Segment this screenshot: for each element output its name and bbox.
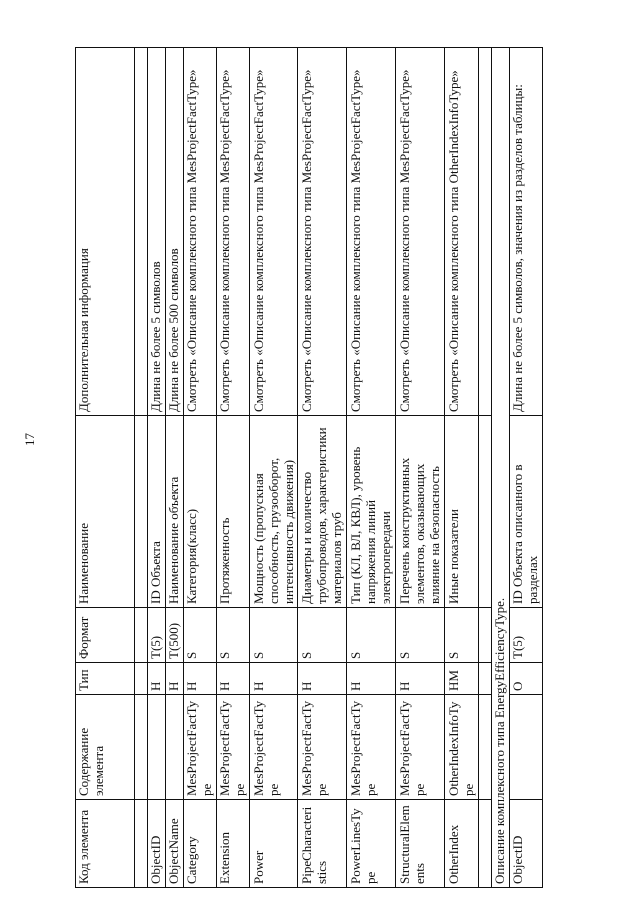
table-cell: PipeCharacteristics (298, 800, 347, 888)
table-row (509, 48, 542, 888)
table-cell: MesProjectFactType (396, 695, 445, 800)
table-cell: Н (165, 663, 183, 695)
table-cell: MesProjectFactType (216, 695, 249, 800)
table-cell: OtherIndex (444, 800, 478, 888)
table-row (444, 48, 478, 888)
table-cell: Н (249, 663, 298, 695)
section-row (491, 48, 509, 888)
header-cell: Код элемента (76, 800, 135, 888)
table-cell: ObjectID (148, 800, 166, 888)
table-cell: S (249, 608, 298, 663)
spacer-row (478, 48, 491, 888)
table-cell: S (396, 608, 445, 663)
table-cell: Category (183, 800, 216, 888)
table-cell (509, 695, 542, 800)
table-cell: S (347, 608, 396, 663)
table-cell: Длина не более 5 символов (148, 48, 166, 416)
table-cell: Диаметры и количество трубопроводов, характеристики материалов труб (298, 416, 347, 608)
table-cell: T(5) (509, 608, 542, 663)
table-cell: Н (347, 663, 396, 695)
table-cell: Смотреть «Описание комплексного типа MesProjectFactType» (183, 48, 216, 416)
table-cell: Мощность (пропускная способность, грузооборот, интенсивность движения) (249, 416, 298, 608)
table-cell: PowerLinesType (347, 800, 396, 888)
header-row (76, 48, 135, 888)
table-cell: S (444, 608, 478, 663)
header-cell: Формат (76, 608, 135, 663)
table-cell: Протяженность (216, 416, 249, 608)
table-cell: S (298, 608, 347, 663)
table-cell: OtherIndexInfoType (444, 695, 478, 800)
element-table (75, 47, 543, 888)
table-cell: Н (396, 663, 445, 695)
table-cell: Смотреть «Описание комплексного типа MesProjectFactType» (298, 48, 347, 416)
table-cell: Смотреть «Описание комплексного типа OtherIndexInfoType» (444, 48, 478, 416)
table-cell: Длина не более 500 символов (165, 48, 183, 416)
table-cell (165, 695, 183, 800)
table-cell: Длина не более 5 символов, значения из разделов таблицы: (509, 48, 542, 416)
table-row (249, 48, 298, 888)
table-cell: MesProjectFactType (298, 695, 347, 800)
table-row (298, 48, 347, 888)
table-row (396, 48, 445, 888)
table-cell: Смотреть «Описание комплексного типа MesProjectFactType» (347, 48, 396, 416)
table-cell: Наименование объекта (165, 416, 183, 608)
table-cell: Н (148, 663, 166, 695)
header-cell: Содержание элемента (76, 695, 135, 800)
table-cell: Н (216, 663, 249, 695)
table-cell: Категория(класс) (183, 416, 216, 608)
table-cell: Смотреть «Описание комплексного типа MesProjectFactType» (216, 48, 249, 416)
table-row (148, 48, 166, 888)
table-cell: НМ (444, 663, 478, 695)
table-cell: T(500) (165, 608, 183, 663)
table-cell: MesProjectFactType (183, 695, 216, 800)
table-cell: MesProjectFactType (347, 695, 396, 800)
table-cell: Тип (КЛ, ВЛ, КВЛ), уровень напряжения линий электропередачи (347, 416, 396, 608)
table-row (165, 48, 183, 888)
table-cell: ObjectName (165, 800, 183, 888)
table-cell: Перечень конструктивных элементов, оказывающих влияние на безопасность (396, 416, 445, 608)
rotated-page (75, 48, 615, 888)
header-cell: Наименование (76, 416, 135, 608)
table-cell: Power (249, 800, 298, 888)
table-cell: S (216, 608, 249, 663)
table-cell: Смотреть «Описание комплексного типа MesProjectFactType» (396, 48, 445, 416)
table-cell: ObjectID (509, 800, 542, 888)
header-cell: Дополнительная информация (76, 48, 135, 416)
table-row (347, 48, 396, 888)
table-cell: Смотреть «Описание комплексного типа MesProjectFactType» (249, 48, 298, 416)
table-cell (148, 695, 166, 800)
table-cell: Н (183, 663, 216, 695)
section-title: Описание комплексного типа EnergyEfficiencyType. (491, 48, 509, 888)
table-row (216, 48, 249, 888)
table-cell: S (183, 608, 216, 663)
table-cell: MesProjectFactType (249, 695, 298, 800)
table-cell: T(5) (148, 608, 166, 663)
table-cell: ID Объекта описанного в разделах (509, 416, 542, 608)
table-cell: Н (298, 663, 347, 695)
table-cell: О (509, 663, 542, 695)
header-cell: Тип (76, 663, 135, 695)
spacer-row (135, 48, 148, 888)
table-cell: Иные показатели (444, 416, 478, 608)
page-number: 17 (22, 433, 37, 446)
table-cell: ID Объекта (148, 416, 166, 608)
table-row (183, 48, 216, 888)
table-cell: Extension (216, 800, 249, 888)
table-cell: StructuralElements (396, 800, 445, 888)
